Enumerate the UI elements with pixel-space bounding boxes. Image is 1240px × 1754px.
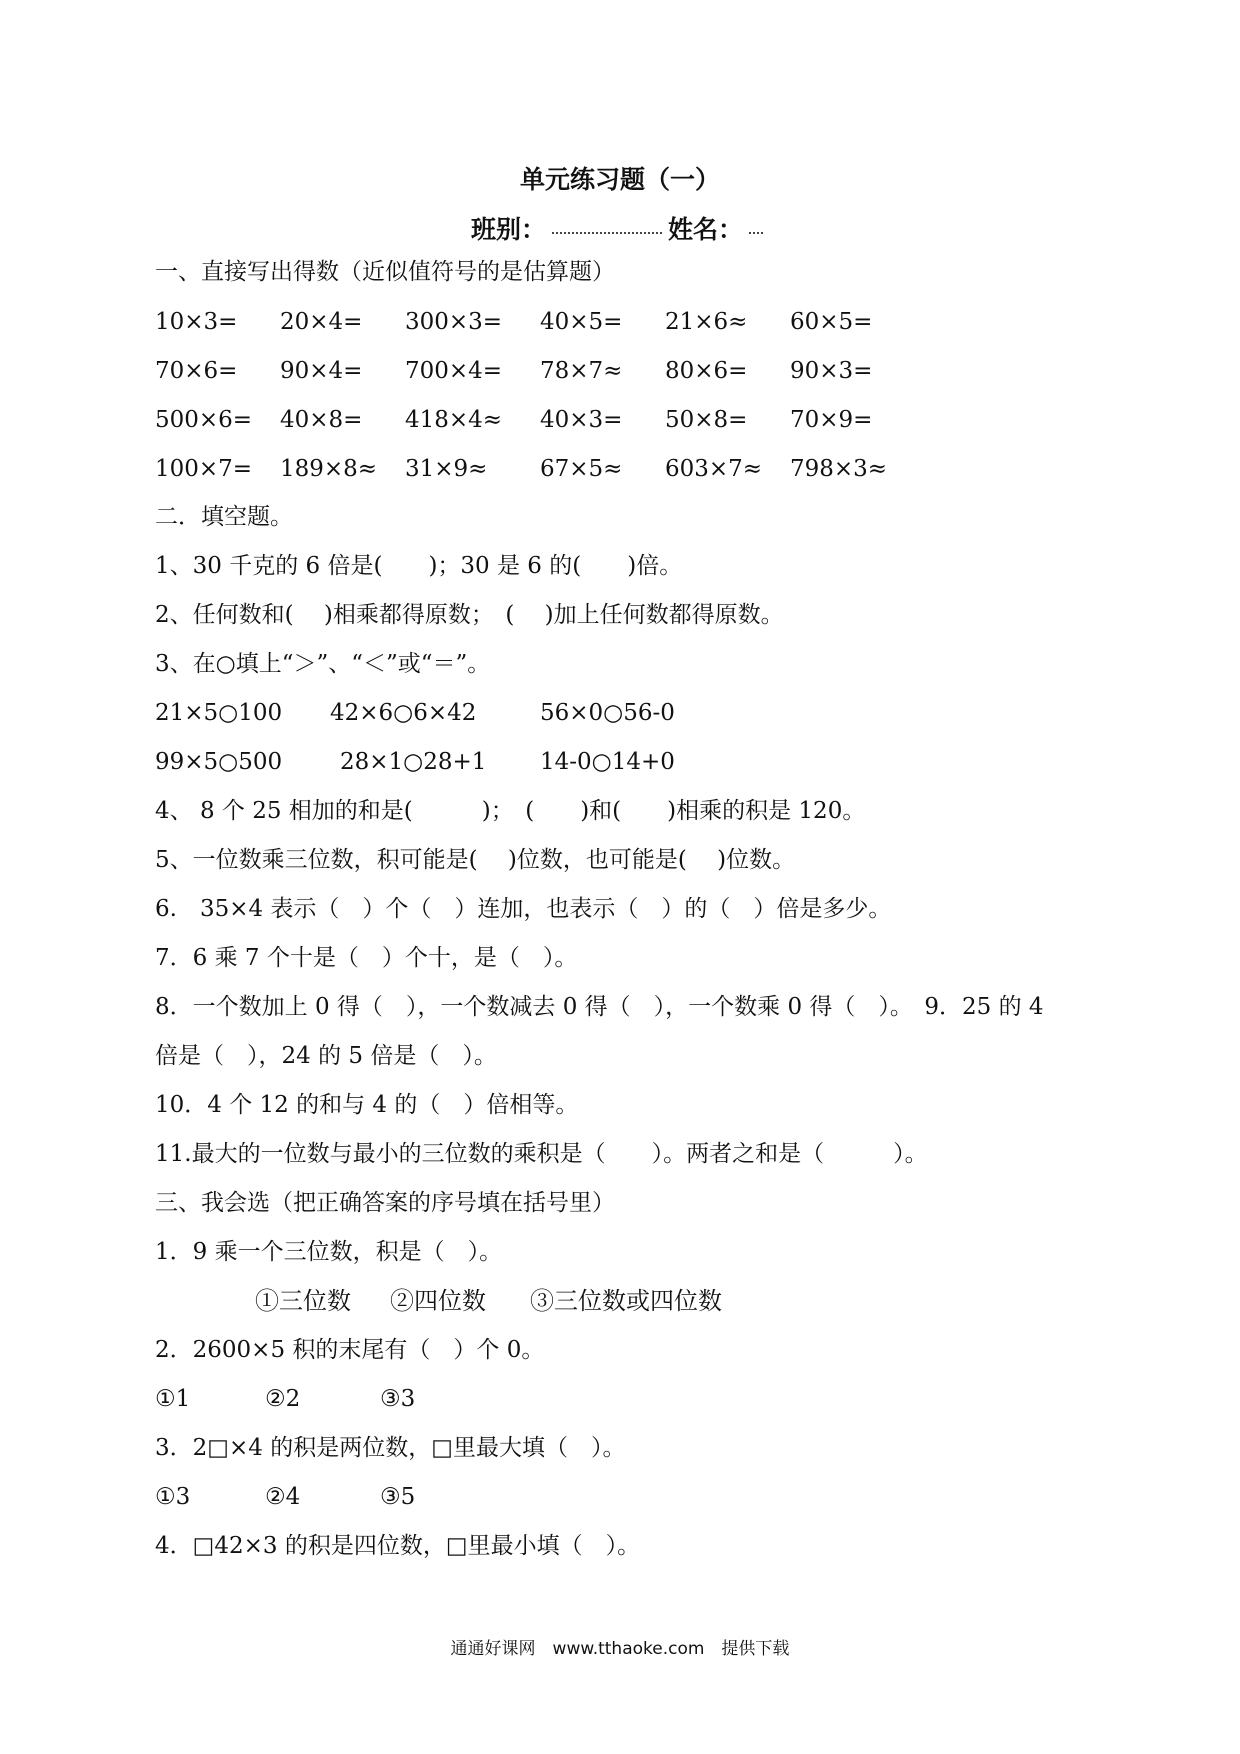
section3-heading: 三、我会选（把正确答案的序号填在括号里） xyxy=(155,1190,615,1216)
question-2-1: 1、30 千克的 6 倍是( )；30 是 6 的( )倍。 xyxy=(155,553,683,579)
option-item: ①1 xyxy=(155,1386,191,1412)
calc-item: 60×5= xyxy=(790,309,873,335)
calc-item: 21×6≈ xyxy=(665,309,748,335)
option-item: ②四位数 xyxy=(390,1287,486,1315)
option-item: ③5 xyxy=(380,1484,416,1510)
calc-item: 80×6= xyxy=(665,358,748,384)
name-blank xyxy=(749,232,763,234)
section2-heading: 二．填空题。 xyxy=(155,504,293,530)
compare-item: 28×1○28+1 xyxy=(340,749,487,775)
compare-item: 99×5○500 xyxy=(155,749,283,775)
calc-item: 603×7≈ xyxy=(665,456,763,482)
calc-item: 70×6= xyxy=(155,358,238,384)
question-2-3: 3、在○填上“＞”、“＜”或“＝”。 xyxy=(155,651,491,677)
option-item: ①三位数 xyxy=(255,1287,351,1315)
class-label: 班别： xyxy=(470,215,546,244)
question-3-1: 1．9 乘一个三位数，积是（ ）。 xyxy=(155,1239,503,1265)
calc-item: 40×8= xyxy=(280,407,363,433)
section1-heading: 一、直接写出得数（近似值符号的是估算题） xyxy=(155,259,615,285)
option-item: ③3 xyxy=(380,1386,416,1412)
option-item: ②4 xyxy=(265,1484,301,1510)
class-blank xyxy=(552,232,662,234)
calc-item: 700×4= xyxy=(405,358,503,384)
calc-item: 78×7≈ xyxy=(540,358,623,384)
footer-text: 通通好课网 www.tthaoke.com 提供下载 xyxy=(450,1639,790,1659)
calc-item: 189×8≈ xyxy=(280,456,378,482)
worksheet-title: 单元练习题（一） xyxy=(519,165,720,194)
question-2-7: 7．6 乘 7 个十是（ ）个十，是（ ）。 xyxy=(155,945,578,971)
question-2-4: 4、 8 个 25 相加的和是( )； ( )和( )相乘的积是 120。 xyxy=(155,798,866,824)
question-2-8: 8．一个数加上 0 得（ ），一个数减去 0 得（ ），一个数乘 0 得（ ）。 9．25 的 4 xyxy=(155,994,1044,1020)
calc-item: 300×3= xyxy=(405,309,503,335)
question-3-2: 2．2600×5 积的末尾有（ ）个 0。 xyxy=(155,1337,545,1363)
compare-item: 56×0○56-0 xyxy=(540,700,675,726)
calc-item: 798×3≈ xyxy=(790,456,888,482)
calc-item: 500×6= xyxy=(155,407,253,433)
question-2-5: 5、一位数乘三位数，积可能是( )位数，也可能是( )位数。 xyxy=(155,847,796,873)
compare-item: 14-0○14+0 xyxy=(540,749,675,775)
calc-item: 50×8= xyxy=(665,407,748,433)
option-item: ③三位数或四位数 xyxy=(530,1287,722,1315)
calc-item: 70×9= xyxy=(790,407,873,433)
calc-item: 20×4= xyxy=(280,309,363,335)
calc-item: 67×5≈ xyxy=(540,456,623,482)
calc-item: 40×3= xyxy=(540,407,623,433)
compare-item: 42×6○6×42 xyxy=(330,700,477,726)
question-2-6: 6. 35×4 表示（ ）个（ ）连加，也表示（ ）的（ ）倍是多少。 xyxy=(155,896,892,922)
calc-item: 90×3= xyxy=(790,358,873,384)
question-2-2: 2、任何数和( )相乘都得原数； ( )加上任何数都得原数。 xyxy=(155,602,784,628)
name-label: 姓名： xyxy=(668,215,744,244)
question-2-11: 11.最大的一位数与最小的三位数的乘积是（ ）。两者之和是（ ）。 xyxy=(155,1141,928,1167)
calc-item: 90×4= xyxy=(280,358,363,384)
question-3-3: 3．2□×4 的积是两位数，□里最大填（ ）。 xyxy=(155,1435,626,1461)
header-fields xyxy=(0,210,1240,246)
calc-item: 31×9≈ xyxy=(405,456,488,482)
calc-item: 418×4≈ xyxy=(405,407,503,433)
question-2-9-cont: 倍是（ ），24 的 5 倍是（ ）。 xyxy=(155,1043,497,1069)
calc-item: 10×3= xyxy=(155,309,238,335)
calc-item: 40×5= xyxy=(540,309,623,335)
question-3-4: 4．□42×3 的积是四位数，□里最小填（ ）。 xyxy=(155,1533,641,1559)
compare-item: 21×5○100 xyxy=(155,700,283,726)
option-item: ②2 xyxy=(265,1386,301,1412)
option-item: ①3 xyxy=(155,1484,191,1510)
calc-item: 100×7= xyxy=(155,456,253,482)
question-2-10: 10．4 个 12 的和与 4 的（ ）倍相等。 xyxy=(155,1092,579,1118)
